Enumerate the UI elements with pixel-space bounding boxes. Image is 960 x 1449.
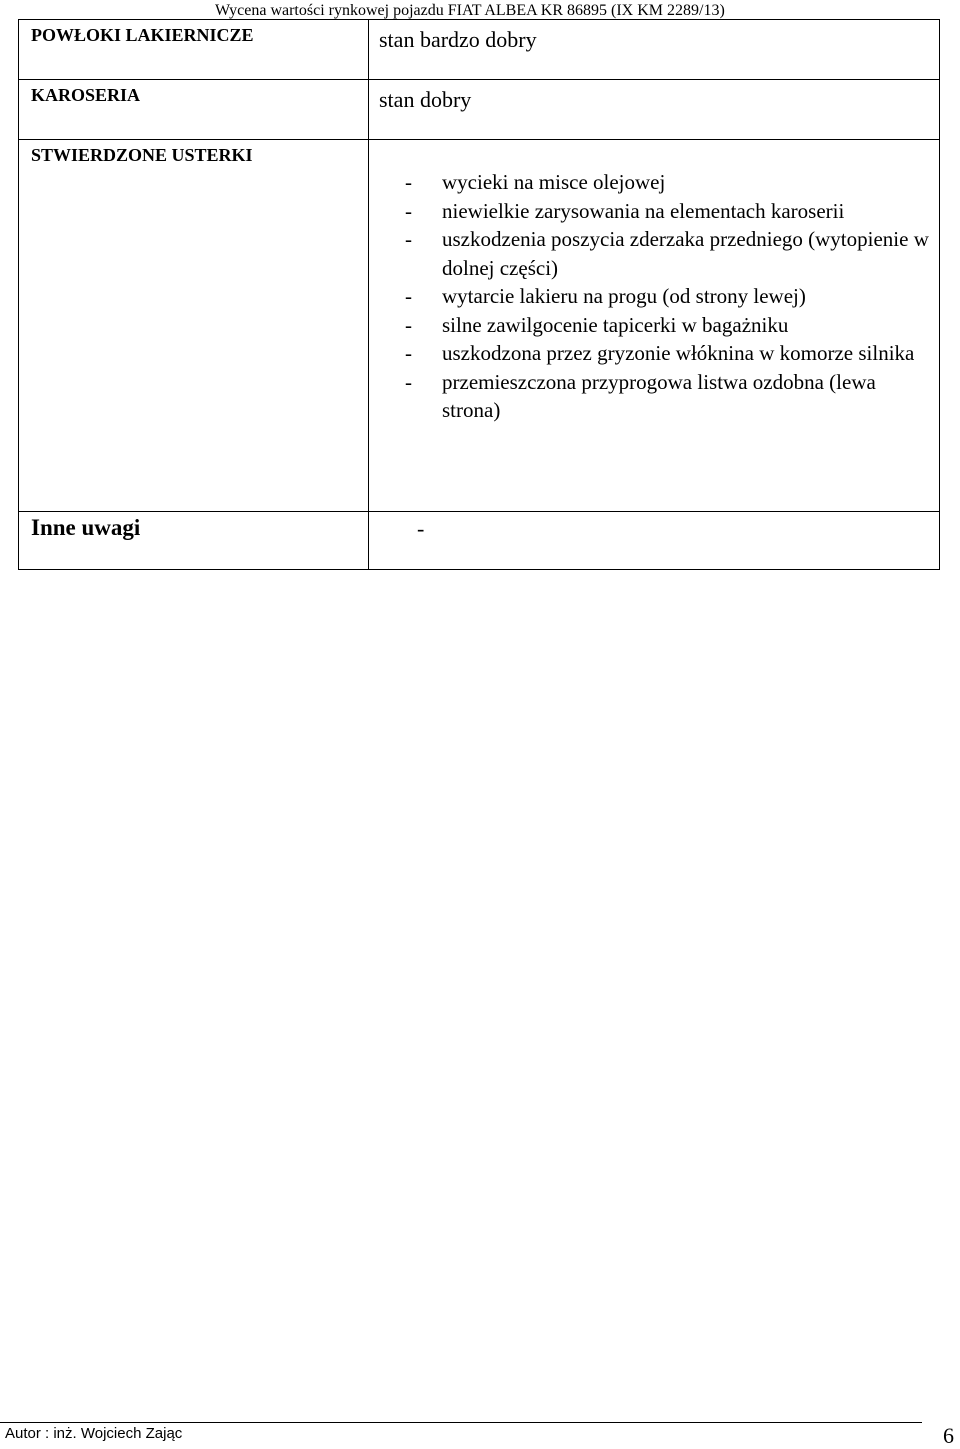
row-value-remarks: -	[417, 516, 425, 541]
document-header: Wycena wartości rynkowej pojazdu FIAT ALBEA KR 86895 (IX KM 2289/13)	[215, 2, 725, 19]
row-value-body: stan dobry	[379, 87, 472, 112]
table-row-remarks	[19, 512, 940, 570]
value-cell	[369, 80, 940, 140]
list-dash: -	[405, 227, 412, 251]
list-item	[405, 168, 939, 197]
list-item	[405, 225, 939, 282]
list-dash: -	[405, 312, 412, 337]
label-cell	[19, 80, 369, 140]
footer-divider	[0, 1422, 922, 1423]
value-cell	[369, 140, 940, 512]
list-dash: -	[405, 369, 412, 394]
defect-text: uszkodzenia poszycia zderzaka przedniego (wytopienie w dolnej części)	[442, 227, 929, 280]
label-cell	[19, 20, 369, 80]
defects-list	[369, 140, 939, 425]
defect-text: wytarcie lakieru na progu (od strony lewej)	[442, 284, 806, 308]
row-label-remarks: Inne uwagi	[31, 515, 141, 540]
list-dash: -	[405, 341, 412, 365]
row-label-defects: STWIERDZONE USTERKI	[31, 145, 253, 165]
vehicle-condition-table	[18, 19, 940, 570]
list-item	[405, 368, 939, 425]
defect-text: przemieszczona przyprogowa listwa ozdobna (lewa strona)	[442, 369, 876, 422]
list-dash: -	[405, 170, 412, 194]
defect-text: wycieki na misce olejowej	[442, 170, 666, 194]
footer-author: Autor : inż. Wojciech Zając	[5, 1425, 183, 1442]
list-item	[405, 339, 939, 368]
page-number: 6	[943, 1423, 954, 1448]
row-value-paint: stan bardzo dobry	[379, 27, 537, 52]
value-cell	[369, 512, 940, 570]
defect-text: uszkodzona przez gryzonie włóknina w komorze silnika	[442, 341, 915, 365]
row-label-paint: POWŁOKI LAKIERNICZE	[31, 25, 254, 45]
label-cell	[19, 512, 369, 570]
table-row-paint	[19, 20, 940, 80]
table-row-body	[19, 80, 940, 140]
list-item	[405, 197, 939, 226]
label-cell	[19, 140, 369, 512]
list-dash: -	[405, 198, 412, 223]
defect-text: niewielkie zarysowania na elementach karoserii	[442, 198, 845, 223]
defect-text: silne zawilgocenie tapicerki w bagażniku	[442, 312, 789, 337]
value-cell	[369, 20, 940, 80]
list-item	[405, 282, 939, 311]
row-label-body: KAROSERIA	[31, 85, 141, 105]
table-row-defects	[19, 140, 940, 512]
list-dash: -	[405, 284, 412, 308]
list-item	[405, 311, 939, 340]
